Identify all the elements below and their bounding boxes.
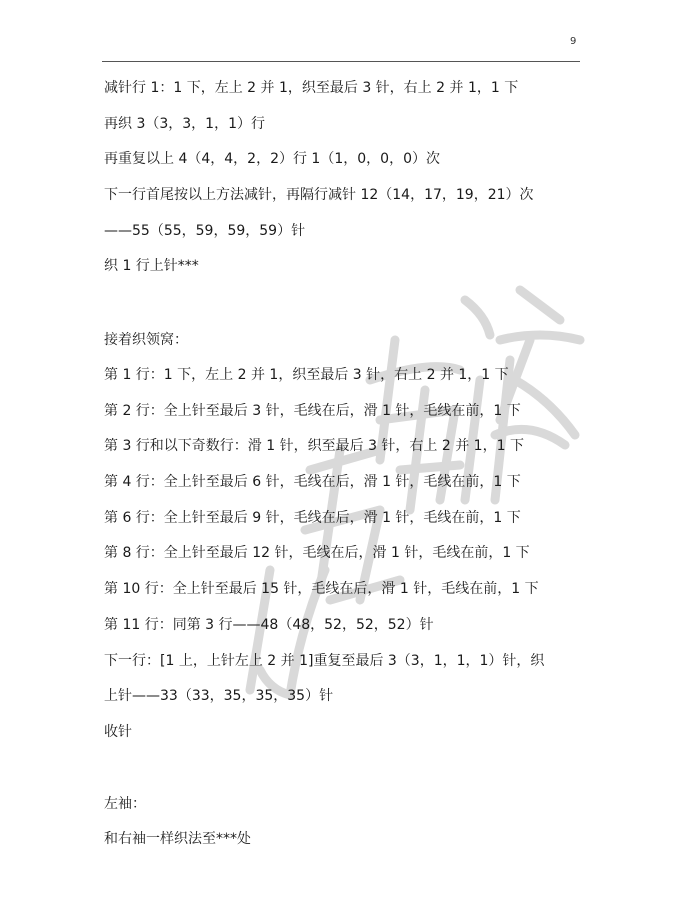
text-line-next-row-cont: 上针——33（33，35，35，35）针 xyxy=(104,688,334,704)
text-line-row-1: 第 1 行：1 下，左上 2 并 1，织至最后 3 针，右上 2 并 1，1 下 xyxy=(104,367,509,383)
text-line-3: 再重复以上 4（4，4，2，2）行 1（1，0，0，0）次 xyxy=(104,151,440,167)
text-line-6: 织 1 行上针*** xyxy=(104,258,199,274)
text-line-row-8: 第 8 行：全上针至最后 12 针，毛线在后，滑 1 针，毛线在前，1 下 xyxy=(104,545,530,561)
text-line-row-6: 第 6 行：全上针至最后 9 针，毛线在后，滑 1 针，毛线在前，1 下 xyxy=(104,510,521,526)
text-line-row-4: 第 4 行：全上针至最后 6 针，毛线在后，滑 1 针，毛线在前，1 下 xyxy=(104,474,521,490)
text-line-next-row: 下一行：[1 上，上针左上 2 并 1]重复至最后 3（3，1，1，1）针，织 xyxy=(104,653,545,669)
text-line-row-10: 第 10 行：全上针至最后 15 针，毛线在后，滑 1 针，毛线在前，1 下 xyxy=(104,581,539,597)
section-heading-neckline: 接着织领窝： xyxy=(104,332,188,348)
text-line-5: ——55（55，59，59，59）针 xyxy=(104,223,306,239)
text-line-row-11: 第 11 行：同第 3 行——48（48，52，52，52）针 xyxy=(104,617,434,633)
section-heading-left-sleeve: 左袖： xyxy=(104,796,146,812)
text-line-row-2: 第 2 行：全上针至最后 3 针，毛线在后，滑 1 针，毛线在前，1 下 xyxy=(104,403,521,419)
text-line-2: 再织 3（3，3，1，1）行 xyxy=(104,116,265,132)
page-number: 9 xyxy=(570,36,577,47)
text-line-left-sleeve: 和右袖一样织法至***处 xyxy=(104,831,251,847)
text-line-1: 减针行 1：1 下，左上 2 并 1，织至最后 3 针，右上 2 并 1，1 下 xyxy=(104,80,519,96)
text-line-row-3: 第 3 行和以下奇数行：滑 1 针，织至最后 3 针，右上 2 并 1，1 下 xyxy=(104,438,524,454)
text-line-4: 下一行首尾按以上方法减针，再隔行减针 12（14，17，19，21）次 xyxy=(104,187,534,203)
header-rule xyxy=(102,61,580,62)
text-line-bind-off: 收针 xyxy=(104,724,132,740)
